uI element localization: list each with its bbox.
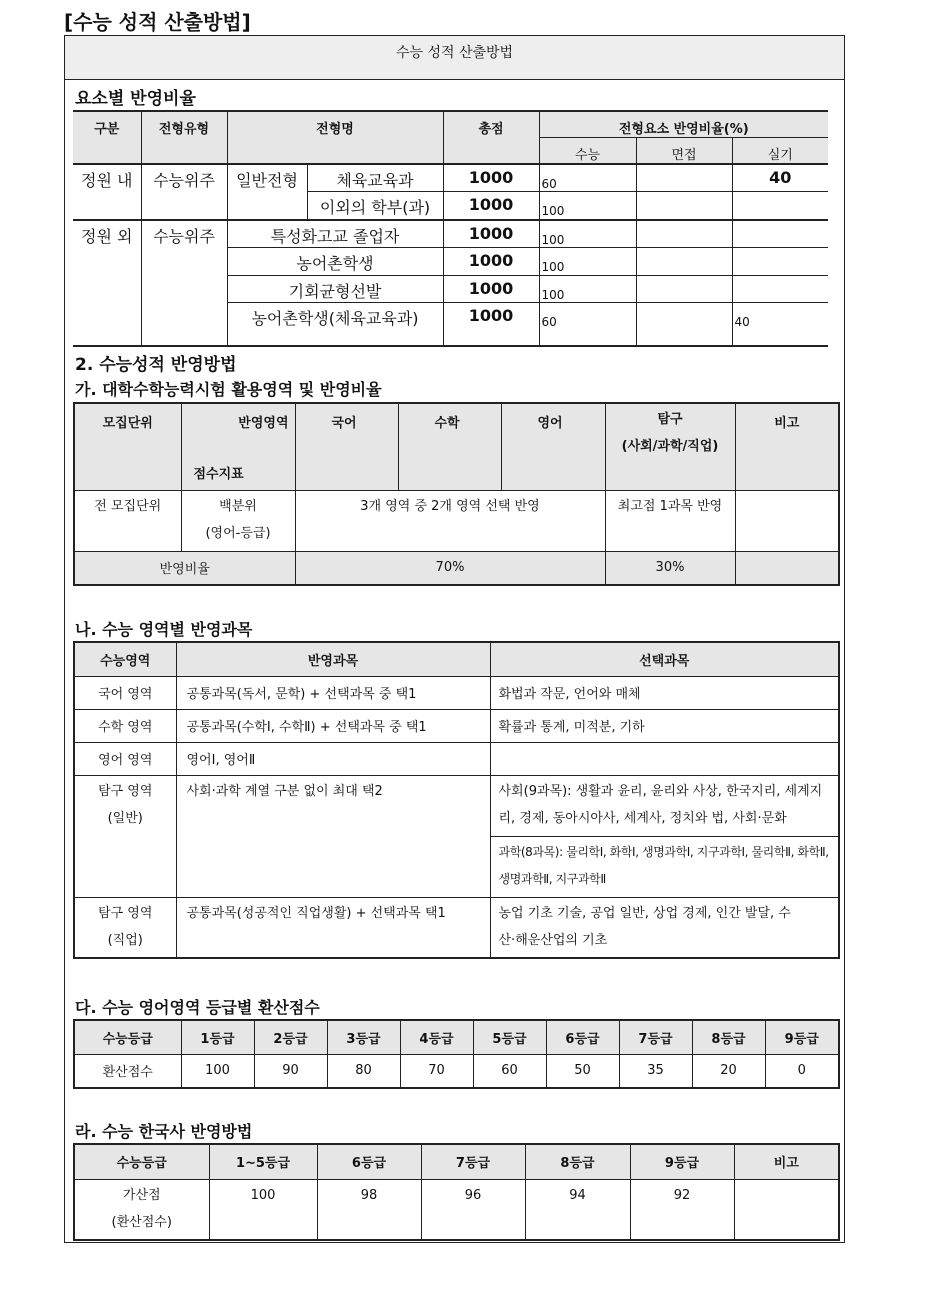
row-total: 1000 xyxy=(443,248,539,276)
score-cell: 50 xyxy=(546,1054,619,1088)
score-cell: 0 xyxy=(765,1054,839,1088)
grade-header: 5등급 xyxy=(473,1020,546,1054)
select-science: 과학(8과목): 물리학Ⅰ, 화학Ⅰ, 생명과학Ⅰ, 지구과학Ⅰ, 물리학Ⅱ, 화학Ⅱ, 생명과학Ⅱ, 지구과학Ⅱ xyxy=(490,836,839,897)
header-note: 비고 xyxy=(735,403,839,490)
score-cell: 80 xyxy=(327,1054,400,1088)
row-practical xyxy=(732,192,828,220)
table-row xyxy=(73,164,828,192)
ratio-inquiry: 30% xyxy=(605,551,735,585)
table-row xyxy=(74,897,839,958)
row-total: 1000 xyxy=(443,164,539,192)
header-english: 영어 xyxy=(501,403,605,490)
table-row xyxy=(73,220,828,248)
header-grade: 수능등급 xyxy=(74,1020,181,1054)
score-cell: 60 xyxy=(473,1054,546,1088)
bonus-label xyxy=(74,1179,209,1240)
inquiry-cell: 최고점 1과목 반영 xyxy=(605,490,735,551)
score-cell: 100 xyxy=(209,1179,317,1240)
row-name: 농어촌학생 xyxy=(227,248,443,276)
header-area-index xyxy=(181,403,295,490)
grade-header: 7등급 xyxy=(421,1144,525,1179)
row-total: 1000 xyxy=(443,276,539,303)
in-name: 일반전형 xyxy=(227,164,307,220)
row-interview xyxy=(636,220,732,248)
index-cell xyxy=(181,490,295,551)
score-cell: 90 xyxy=(254,1054,327,1088)
row-suneung: 60 xyxy=(539,164,636,192)
grade-header: 8등급 xyxy=(692,1020,765,1054)
subject-cell: 사회·과학 계열 구분 없이 최대 택2 xyxy=(176,775,490,897)
grade-header: 7등급 xyxy=(619,1020,692,1054)
grade-header: 1등급 xyxy=(181,1020,254,1054)
score-label: 환산점수 xyxy=(74,1054,181,1088)
row-name: 특성화고교 졸업자 xyxy=(227,220,443,248)
row-suneung: 100 xyxy=(539,248,636,276)
in-quota-label: 정원 내 xyxy=(73,164,141,220)
subject-cell: 영어Ⅰ, 영어Ⅱ xyxy=(176,742,490,775)
index-main: 백분위 xyxy=(219,498,257,514)
score-cell: 92 xyxy=(630,1179,734,1240)
select-cell: 농업 기초 기술, 공업 일반, 상업 경제, 인간 발달, 수산·해운산업의 기초 xyxy=(490,897,839,958)
area-cell: 국어 영역 xyxy=(74,676,176,709)
grade-header: 1~5등급 xyxy=(209,1144,317,1179)
row-interview xyxy=(636,164,732,192)
row-name: 농어촌학생(체육교육과) xyxy=(227,303,443,346)
grade-header: 6등급 xyxy=(546,1020,619,1054)
header-ratio: 전형요소 반영비율(%) xyxy=(539,111,828,138)
row-practical: 40 xyxy=(734,315,750,329)
grade-header: 4등급 xyxy=(400,1020,473,1054)
table-row xyxy=(74,709,839,742)
score-cell: 100 xyxy=(181,1054,254,1088)
select-cell: 확률과 통계, 미적분, 기하 xyxy=(490,709,839,742)
frame-title: 수능 성적 산출방법 xyxy=(65,36,844,80)
row-total: 1000 xyxy=(443,220,539,248)
row-suneung: 100 xyxy=(539,192,636,220)
header-math: 수학 xyxy=(398,403,501,490)
area-cell xyxy=(74,775,176,897)
section-heading-method: 2. 수능성적 반영방법 xyxy=(75,355,237,375)
row-practical xyxy=(732,220,828,248)
table-row xyxy=(74,742,839,775)
row-total: 1000 xyxy=(443,192,539,220)
score-cell: 94 xyxy=(525,1179,630,1240)
row-total: 1000 xyxy=(443,303,539,346)
subsection-heading-c: 다. 수능 영어영역 등급별 환산점수 xyxy=(75,998,320,1017)
select-cell: 화법과 작문, 언어와 매체 xyxy=(490,676,839,709)
header-index: 점수지표 xyxy=(193,466,244,482)
in-type: 수능위주 xyxy=(141,164,227,220)
header-subject: 반영과목 xyxy=(176,642,490,676)
header-inquiry-sub: (사회/과학/직업) xyxy=(621,439,719,454)
row-name: 체육교육과 xyxy=(307,164,443,192)
area-sub: (일반) xyxy=(107,810,143,826)
select-cell: 3개 영역 중 2개 영역 선택 반영 xyxy=(295,490,605,551)
subsection-heading-b: 나. 수능 영역별 반영과목 xyxy=(75,620,253,639)
grade-header: 8등급 xyxy=(525,1144,630,1179)
table-row xyxy=(74,676,839,709)
bonus-label-main: 가산점 xyxy=(122,1187,161,1203)
header-grade: 수능등급 xyxy=(74,1144,209,1179)
row-suneung: 100 xyxy=(539,220,636,248)
subsection-heading-a: 가. 대학수학능력시험 활용영역 및 반영비율 xyxy=(75,380,382,399)
ratio-table xyxy=(73,110,828,347)
header-interview: 면접 xyxy=(636,138,732,165)
grade-header: 9등급 xyxy=(630,1144,734,1179)
row-suneung: 100 xyxy=(539,276,636,303)
subject-cell: 공통과목(수학Ⅰ, 수학Ⅱ) + 선택과목 중 택1 xyxy=(176,709,490,742)
grade-header: 3등급 xyxy=(327,1020,400,1054)
subsection-heading-d: 라. 수능 한국사 반영방법 xyxy=(75,1122,253,1141)
header-type: 전형유형 xyxy=(141,111,227,164)
score-cell: 98 xyxy=(317,1179,421,1240)
ratio-main: 70% xyxy=(295,551,605,585)
row-interview xyxy=(636,192,732,220)
header-practical: 실기 xyxy=(732,138,828,165)
header-total: 총점 xyxy=(443,111,539,164)
row-practical xyxy=(732,248,828,276)
usage-table xyxy=(73,402,840,586)
area-cell xyxy=(74,897,176,958)
header-area: 수능영역 xyxy=(74,642,176,676)
subject-table xyxy=(73,641,840,959)
subject-cell: 공통과목(독서, 문학) + 선택과목 중 택1 xyxy=(176,676,490,709)
header-inquiry xyxy=(605,403,735,490)
row-practical: 40 xyxy=(769,168,792,187)
area-main: 탐구 영역 xyxy=(98,905,153,921)
header-select: 선택과목 xyxy=(490,642,839,676)
ratio-label: 반영비율 xyxy=(74,551,295,585)
note-cell xyxy=(734,1179,839,1240)
select-social: 사회(9과목): 생활과 윤리, 윤리와 사상, 한국지리, 세계지리, 경제, 동아시아사, 세계사, 정치와 법, 사회·문화 xyxy=(490,775,839,836)
subject-cell: 공통과목(성공적인 직업생활) + 선택과목 택1 xyxy=(176,897,490,958)
header-inquiry-title: 탐구 xyxy=(657,412,683,427)
grade-header: 6등급 xyxy=(317,1144,421,1179)
area-cell: 영어 영역 xyxy=(74,742,176,775)
header-gubun: 구분 xyxy=(73,111,141,164)
header-unit: 모집단위 xyxy=(74,403,181,490)
index-sub: (영어-등급) xyxy=(205,525,271,541)
out-quota-label: 정원 외 xyxy=(73,220,141,346)
row-name: 이외의 학부(과) xyxy=(307,192,443,220)
header-area: 반영영역 xyxy=(238,416,289,431)
area-sub: (직업) xyxy=(107,932,143,948)
unit-cell: 전 모집단위 xyxy=(74,490,181,551)
row-interview xyxy=(636,248,732,276)
grade-header: 9등급 xyxy=(765,1020,839,1054)
grade-header: 2등급 xyxy=(254,1020,327,1054)
area-main: 탐구 영역 xyxy=(98,783,153,799)
score-cell: 96 xyxy=(421,1179,525,1240)
ratio-note xyxy=(735,551,839,585)
header-suneung: 수능 xyxy=(539,138,636,165)
select-cell xyxy=(490,742,839,775)
header-note: 비고 xyxy=(734,1144,839,1179)
row-interview xyxy=(636,276,732,303)
header-korean: 국어 xyxy=(295,403,398,490)
row-interview xyxy=(636,303,732,346)
score-cell: 35 xyxy=(619,1054,692,1088)
bonus-label-sub: (환산점수) xyxy=(111,1214,172,1230)
english-grade-table xyxy=(73,1019,840,1089)
section-heading-ratio: 요소별 반영비율 xyxy=(75,89,196,109)
history-table xyxy=(73,1143,840,1241)
area-cell: 수학 영역 xyxy=(74,709,176,742)
score-cell: 20 xyxy=(692,1054,765,1088)
row-suneung: 60 xyxy=(539,303,636,346)
note-cell xyxy=(735,490,839,551)
table-row xyxy=(74,775,839,836)
row-practical xyxy=(732,276,828,303)
page-title: [수능 성적 산출방법] xyxy=(64,10,251,34)
score-cell: 70 xyxy=(400,1054,473,1088)
out-type: 수능위주 xyxy=(141,220,227,346)
row-name: 기회균형선발 xyxy=(227,276,443,303)
header-name: 전형명 xyxy=(227,111,443,164)
